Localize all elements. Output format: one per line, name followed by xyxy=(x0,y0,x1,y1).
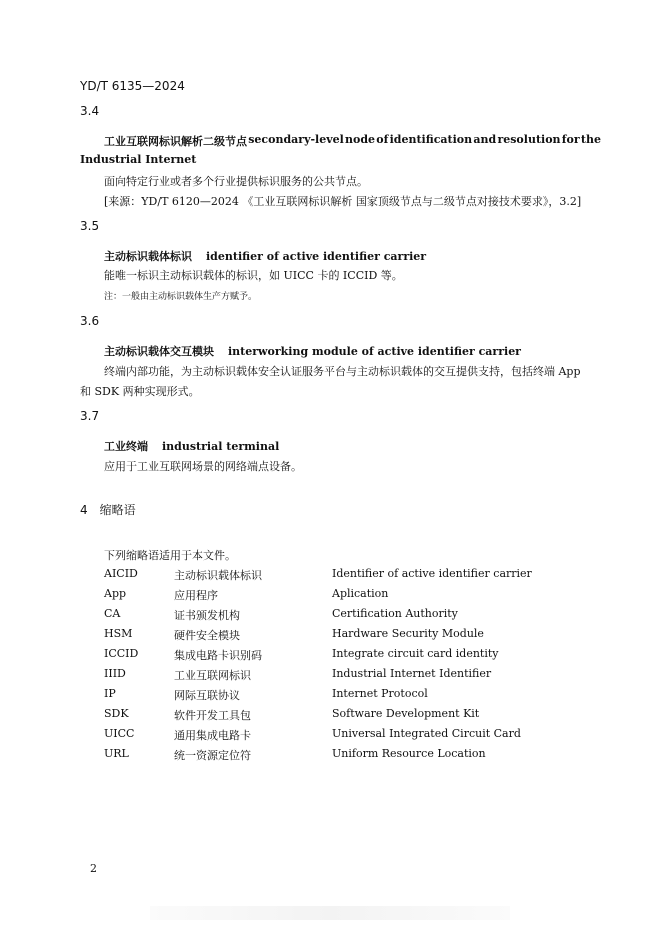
abbreviation-row xyxy=(104,607,604,625)
abbreviation-zh: 主动标识载体标识 xyxy=(174,569,262,582)
abbreviation: AICID xyxy=(104,567,138,580)
section-title-4 xyxy=(80,501,136,518)
abbreviation-zh: 软件开发工具包 xyxy=(174,709,251,722)
section-heading: 缩略语 xyxy=(99,503,136,517)
term-heading-3-5 xyxy=(104,248,426,264)
abbreviation: SDK xyxy=(104,707,129,720)
clause-number-3-6: 3.6 xyxy=(80,314,100,328)
term-en-word: for xyxy=(561,133,580,146)
abbreviation-en: Industrial Internet Identifier xyxy=(332,667,492,680)
abbreviation-en: Internet Protocol xyxy=(332,687,428,700)
term-zh: 主动标识载体标识 xyxy=(104,250,192,263)
abbreviation: IIID xyxy=(104,667,126,680)
term-definition-3-4: 面向特定行业或者多个行业提供标识服务的公共节点。 xyxy=(104,175,368,188)
abbreviation-row xyxy=(104,567,604,585)
term-en: industrial terminal xyxy=(162,440,280,453)
term-definition-3-7: 应用于工业互联网场景的网络端点设备。 xyxy=(104,460,302,473)
term-heading-3-7 xyxy=(104,438,279,454)
term-en: identifier of active identifier carrier xyxy=(206,250,427,263)
abbreviation-row xyxy=(104,587,604,605)
abbreviation-zh: 网际互联协议 xyxy=(174,689,240,702)
abbreviation-zh: 通用集成电路卡 xyxy=(174,729,251,742)
term-definition-3-6: 终端内部功能，为主动标识载体安全认证服务平台与主动标识载体的交互提供支持，包括终端 App xyxy=(104,365,581,378)
abbreviation-row xyxy=(104,627,604,645)
clause-number-3-7: 3.7 xyxy=(80,409,100,423)
clause-number-3-4: 3.4 xyxy=(80,104,100,118)
abbreviation-en: Uniform Resource Location xyxy=(332,747,486,760)
term-en: interworking module of active identifier carrier xyxy=(228,345,521,358)
abbreviation-en: Hardware Security Module xyxy=(332,627,484,640)
abbreviation-zh: 集成电路卡识别码 xyxy=(174,649,262,662)
abbreviations-intro: 下列缩略语适用于本文件。 xyxy=(104,549,236,562)
abbreviation-row xyxy=(104,747,604,765)
abbreviation-en: Aplication xyxy=(332,587,389,600)
term-en-word: resolution xyxy=(497,133,561,146)
abbreviation-row xyxy=(104,727,604,745)
abbreviation-row xyxy=(104,667,604,685)
term-en-word: and xyxy=(473,133,497,146)
abbreviation: URL xyxy=(104,747,129,760)
term-en-word: identification xyxy=(389,133,473,146)
abbreviation: CA xyxy=(104,607,121,620)
term-definition-3-6-cont: 和 SDK 两种实现形式。 xyxy=(80,385,200,398)
abbreviation-row xyxy=(104,687,604,705)
abbreviation-zh: 统一资源定位符 xyxy=(174,749,251,762)
abbreviation-en: Integrate circuit card identity xyxy=(332,647,499,660)
abbreviation: ICCID xyxy=(104,647,139,660)
abbreviation: IP xyxy=(104,687,116,700)
abbreviation-row xyxy=(104,707,604,725)
section-number: 4 xyxy=(80,503,88,517)
abbreviation-zh: 硬件安全模块 xyxy=(174,629,240,642)
term-en-word: of xyxy=(376,133,389,146)
document-id: YD/T 6135—2024 xyxy=(80,79,185,93)
term-zh: 工业终端 xyxy=(104,440,148,453)
term-note-3-5: 注：一般由主动标识载体生产方赋予。 xyxy=(104,292,258,302)
abbreviation: UICC xyxy=(104,727,135,740)
abbreviation: HSM xyxy=(104,627,133,640)
term-en-word: the xyxy=(580,133,601,146)
abbreviation-zh: 证书颁发机构 xyxy=(174,609,240,622)
abbreviation-zh: 工业互联网标识 xyxy=(174,669,251,682)
term-definition-3-5: 能唯一标识主动标识载体的标识，如 UICC 卡的 ICCID 等。 xyxy=(104,269,403,282)
page-number: 2 xyxy=(90,862,97,875)
clause-number-3-5: 3.5 xyxy=(80,219,100,233)
term-source-3-4: [来源：YD/T 6120—2024 《工业互联网标识解析 国家顶级节点与二级节点对接技术要求》，3.2] xyxy=(104,195,582,208)
abbreviation: App xyxy=(104,587,127,600)
abbreviation-en: Certification Authority xyxy=(332,607,458,620)
term-heading-3-4 xyxy=(104,133,601,149)
term-zh: 主动标识载体交互模块 xyxy=(104,345,214,358)
term-en-word: node xyxy=(345,133,376,146)
term-en-continuation: Industrial Internet xyxy=(80,153,197,166)
abbreviation-zh: 应用程序 xyxy=(174,589,218,602)
faint-footer-watermark xyxy=(150,906,510,920)
abbreviation-en: Identifier of active identifier carrier xyxy=(332,567,532,580)
abbreviation-row xyxy=(104,647,604,665)
abbreviation-en: Universal Integrated Circuit Card xyxy=(332,727,521,740)
term-heading-3-6 xyxy=(104,343,521,359)
term-zh: 工业互联网标识解析二级节点 xyxy=(104,135,247,148)
term-en-word: secondary-level xyxy=(248,133,344,146)
abbreviation-en: Software Development Kit xyxy=(332,707,480,720)
